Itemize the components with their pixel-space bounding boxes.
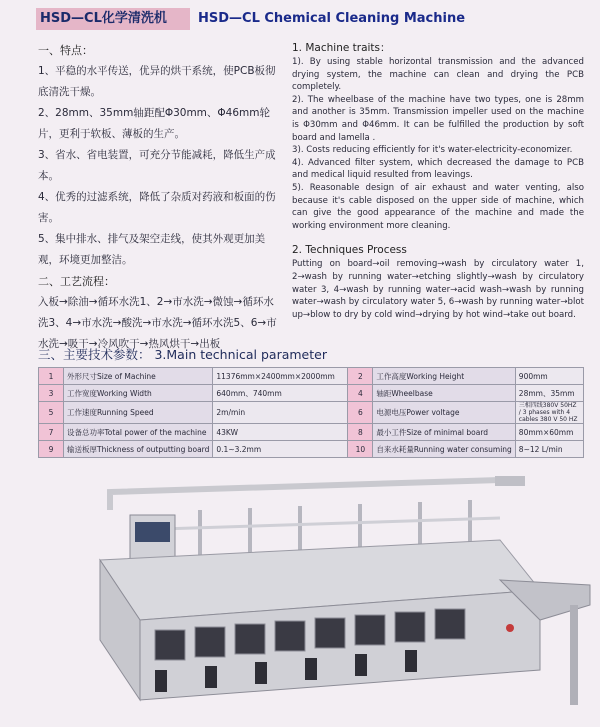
param-value: 三相四线380V 50HZ / 3 phases with 4 cables 380 V 50 HZ: [515, 402, 583, 424]
trait-en-4: 4). Advanced filter system, which decreased the damage to PCB and medical liquid resulted from leavings.: [292, 157, 584, 181]
param-number: 9: [39, 441, 64, 458]
trait-cn-4: 4、优秀的过滤系统，降低了杂质对药液和板面的伤害。: [38, 191, 276, 224]
trait-cn-5: 5、集中排水、排气及架空走线，使其外观更加美观，环境更加整洁。: [38, 233, 266, 266]
params-heading: 三、主要技术参数： 3.Main technical parameter: [38, 347, 327, 362]
table-row: [39, 424, 584, 441]
table-row: [39, 441, 584, 458]
param-value: 0.1~3.2mm: [213, 441, 348, 458]
param-value: 8~12 L/min: [515, 441, 583, 458]
param-value: 11376mm×2400mm×2000mm: [213, 368, 348, 385]
param-label: 轴距Wheelbase: [373, 385, 515, 402]
trait-en-5: 5). Reasonable design of air exhaust and water venting, also because it's cable disposed on the upper side of machine, which can give the good appearance of the machine and made the working environment more cleaning.: [292, 182, 584, 231]
param-value: 43KW: [213, 424, 348, 441]
table-row: [39, 368, 584, 385]
process-heading-en: 2. Techniques Process: [292, 244, 407, 257]
table-row: [39, 402, 584, 424]
param-label: 自来水耗量Running water consuming: [373, 441, 515, 458]
param-number: 4: [348, 385, 373, 402]
param-value: 900mm: [515, 368, 583, 385]
traits-heading-en: 1. Machine traits：: [292, 42, 391, 54]
chinese-column: [38, 40, 280, 355]
title-english: HSD—CL Chemical Cleaning Machine: [198, 11, 466, 26]
param-label: 电源电压Power voltage: [373, 402, 515, 424]
param-label: 输送板厚Thickness of outputting board: [64, 441, 213, 458]
param-number: 5: [39, 402, 64, 424]
param-number: 3: [39, 385, 64, 402]
trait-en-2: 2). The wheelbase of the machine have two types, one is 28mm and another is 35mm. Transmission impeller used on the machine is Φ30mm and Φ46mm. It can be fulfilled the production by soft board and lamella .: [292, 94, 584, 143]
english-column: [292, 40, 584, 321]
param-value: 80mm×60mm: [515, 424, 583, 441]
trait-cn-3: 3、省水、省电装置，可充分节能减耗，降低生产成本。: [38, 149, 276, 182]
traits-heading-cn: 一、特点：: [38, 44, 93, 57]
param-number: 8: [348, 424, 373, 441]
param-value: 2m/min: [213, 402, 348, 424]
param-label: 设备总功率Total power of the machine: [64, 424, 213, 441]
param-label: 工作宽度Working Width: [64, 385, 213, 402]
process-heading-cn: 二、工艺流程：: [38, 275, 115, 288]
trait-cn-1: 1、平稳的水平传送，优异的烘干系统，使PCB板彻底清洗干燥。: [38, 65, 276, 98]
trait-en-1: 1). By using stable horizontal transmission and the advanced drying system, the machine can clean and drying the PCB completely.: [292, 57, 584, 93]
trait-en-3: 3). Costs reducing efficiently for it's water-electricity-economizer.: [292, 145, 573, 156]
param-number: 7: [39, 424, 64, 441]
param-value: 640mm、740mm: [213, 385, 348, 402]
param-number: 2: [348, 368, 373, 385]
params-table: [38, 367, 584, 458]
param-number: 1: [39, 368, 64, 385]
param-label: 工作速度Running Speed: [64, 402, 213, 424]
table-row: [39, 385, 584, 402]
process-cn: 入板→除油→循环水洗1、2→市水洗→微蚀→循环水洗3、4→市水洗→酸洗→市水洗→循环水洗5、6→市水洗→吸干→冷风吹干→热风烘干→出板: [38, 296, 277, 350]
param-label: 最小工件Size of minimal board: [373, 424, 515, 441]
title-bar: [0, 0, 600, 38]
param-label: 外形尺寸Size of Machine: [64, 368, 213, 385]
param-number: 6: [348, 402, 373, 424]
param-number: 10: [348, 441, 373, 458]
param-value: 28mm、35mm: [515, 385, 583, 402]
process-en: Putting on board→oil removing→wash by circulatory water 1, 2→wash by running water→etching slightly→wash by circulatory water 3, 4→wash by running water→acid wash→wash by running water→wash by circulatory water 5, 6→wash by running water→blot up→blow to dry by cold wind→drying by hot wind→take out board.: [292, 259, 584, 320]
machine-photo: [70, 470, 600, 727]
trait-cn-2: 2、28mm、35mm轴距配Φ30mm、Φ46mm轮片，更利于软板、薄板的生产。: [38, 107, 270, 140]
param-label: 工作高度Working Height: [373, 368, 515, 385]
title-chinese: HSD—CL化学清洗机: [36, 8, 190, 30]
